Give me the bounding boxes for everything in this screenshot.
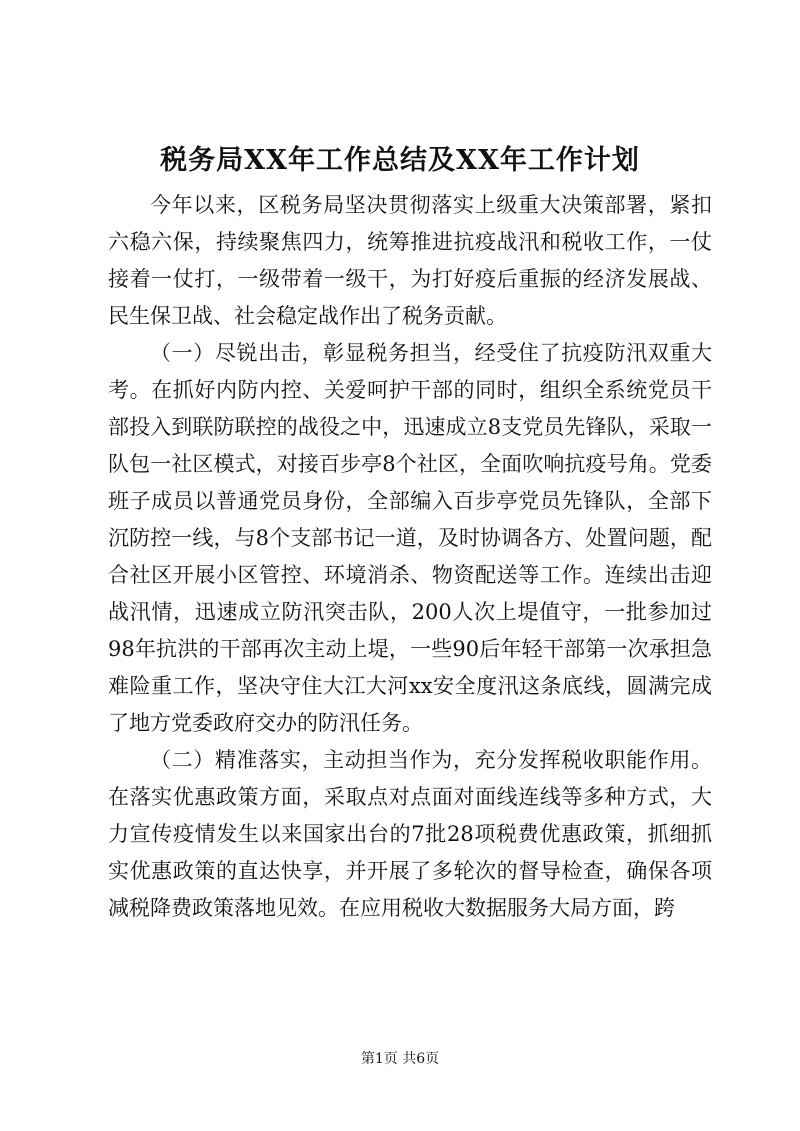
page-number-footer: 第1页 共6页 <box>360 1051 440 1067</box>
paragraph-intro: 今年以来，区税务局坚决贯彻落实上级重大决策部署，紧扣六稳六保，持续聚焦四力，统筹推进抗疫战汛和税收工作，一仗接着一仗打，一级带着一级干，为打好疫后重振的经济发展战、民生保卫战、社会稳定战作出了税务贡献。 <box>108 193 712 328</box>
paragraph-section-1: （一）尽锐出击，彰显税务担当，经受住了抗疫防汛双重大考。在抓好内防内控、关爱呵护干部的同时，组织全系统党员干部投入到联防联控的战役之中，迅速成立8支党员先锋队，采取一队包一社区模式，对接百步亭8个社区，全面吹响抗疫号角。党委班子成员以普通党员身份，全部编入百步亭党员先锋队，全部下沉防控一线，与8个支部书记一道，及时协调各方、处置问题，配合社区开展小区管控、环境消杀、物资配送等工作。连续出击迎战汛情，迅速成立防汛突击队，200人次上堤值守，一批参加过98年抗洪的干部再次主动上堤，一些90后年轻干部第一次承担急难险重工作，坚决守住大江大河xx安全度汛这条底线，圆满完成了地方党委政府交办的防汛任务。 <box>108 341 712 735</box>
paragraph-section-2: （二）精准落实，主动担当作为，充分发挥税收职能作用。在落实优惠政策方面，采取点对点面对面线连线等多种方式，大力宣传疫情发生以来国家出台的7批28项税费优惠政策，抓细抓实优惠政策的直达快享，并开展了多轮次的督导检查，确保各项减税降费政策落地见效。在应用税收大数据服务大局方面，跨 <box>108 748 712 920</box>
page-title: 税务局XX年工作总结及XX年工作计划 <box>160 145 640 176</box>
document-body <box>108 187 712 927</box>
